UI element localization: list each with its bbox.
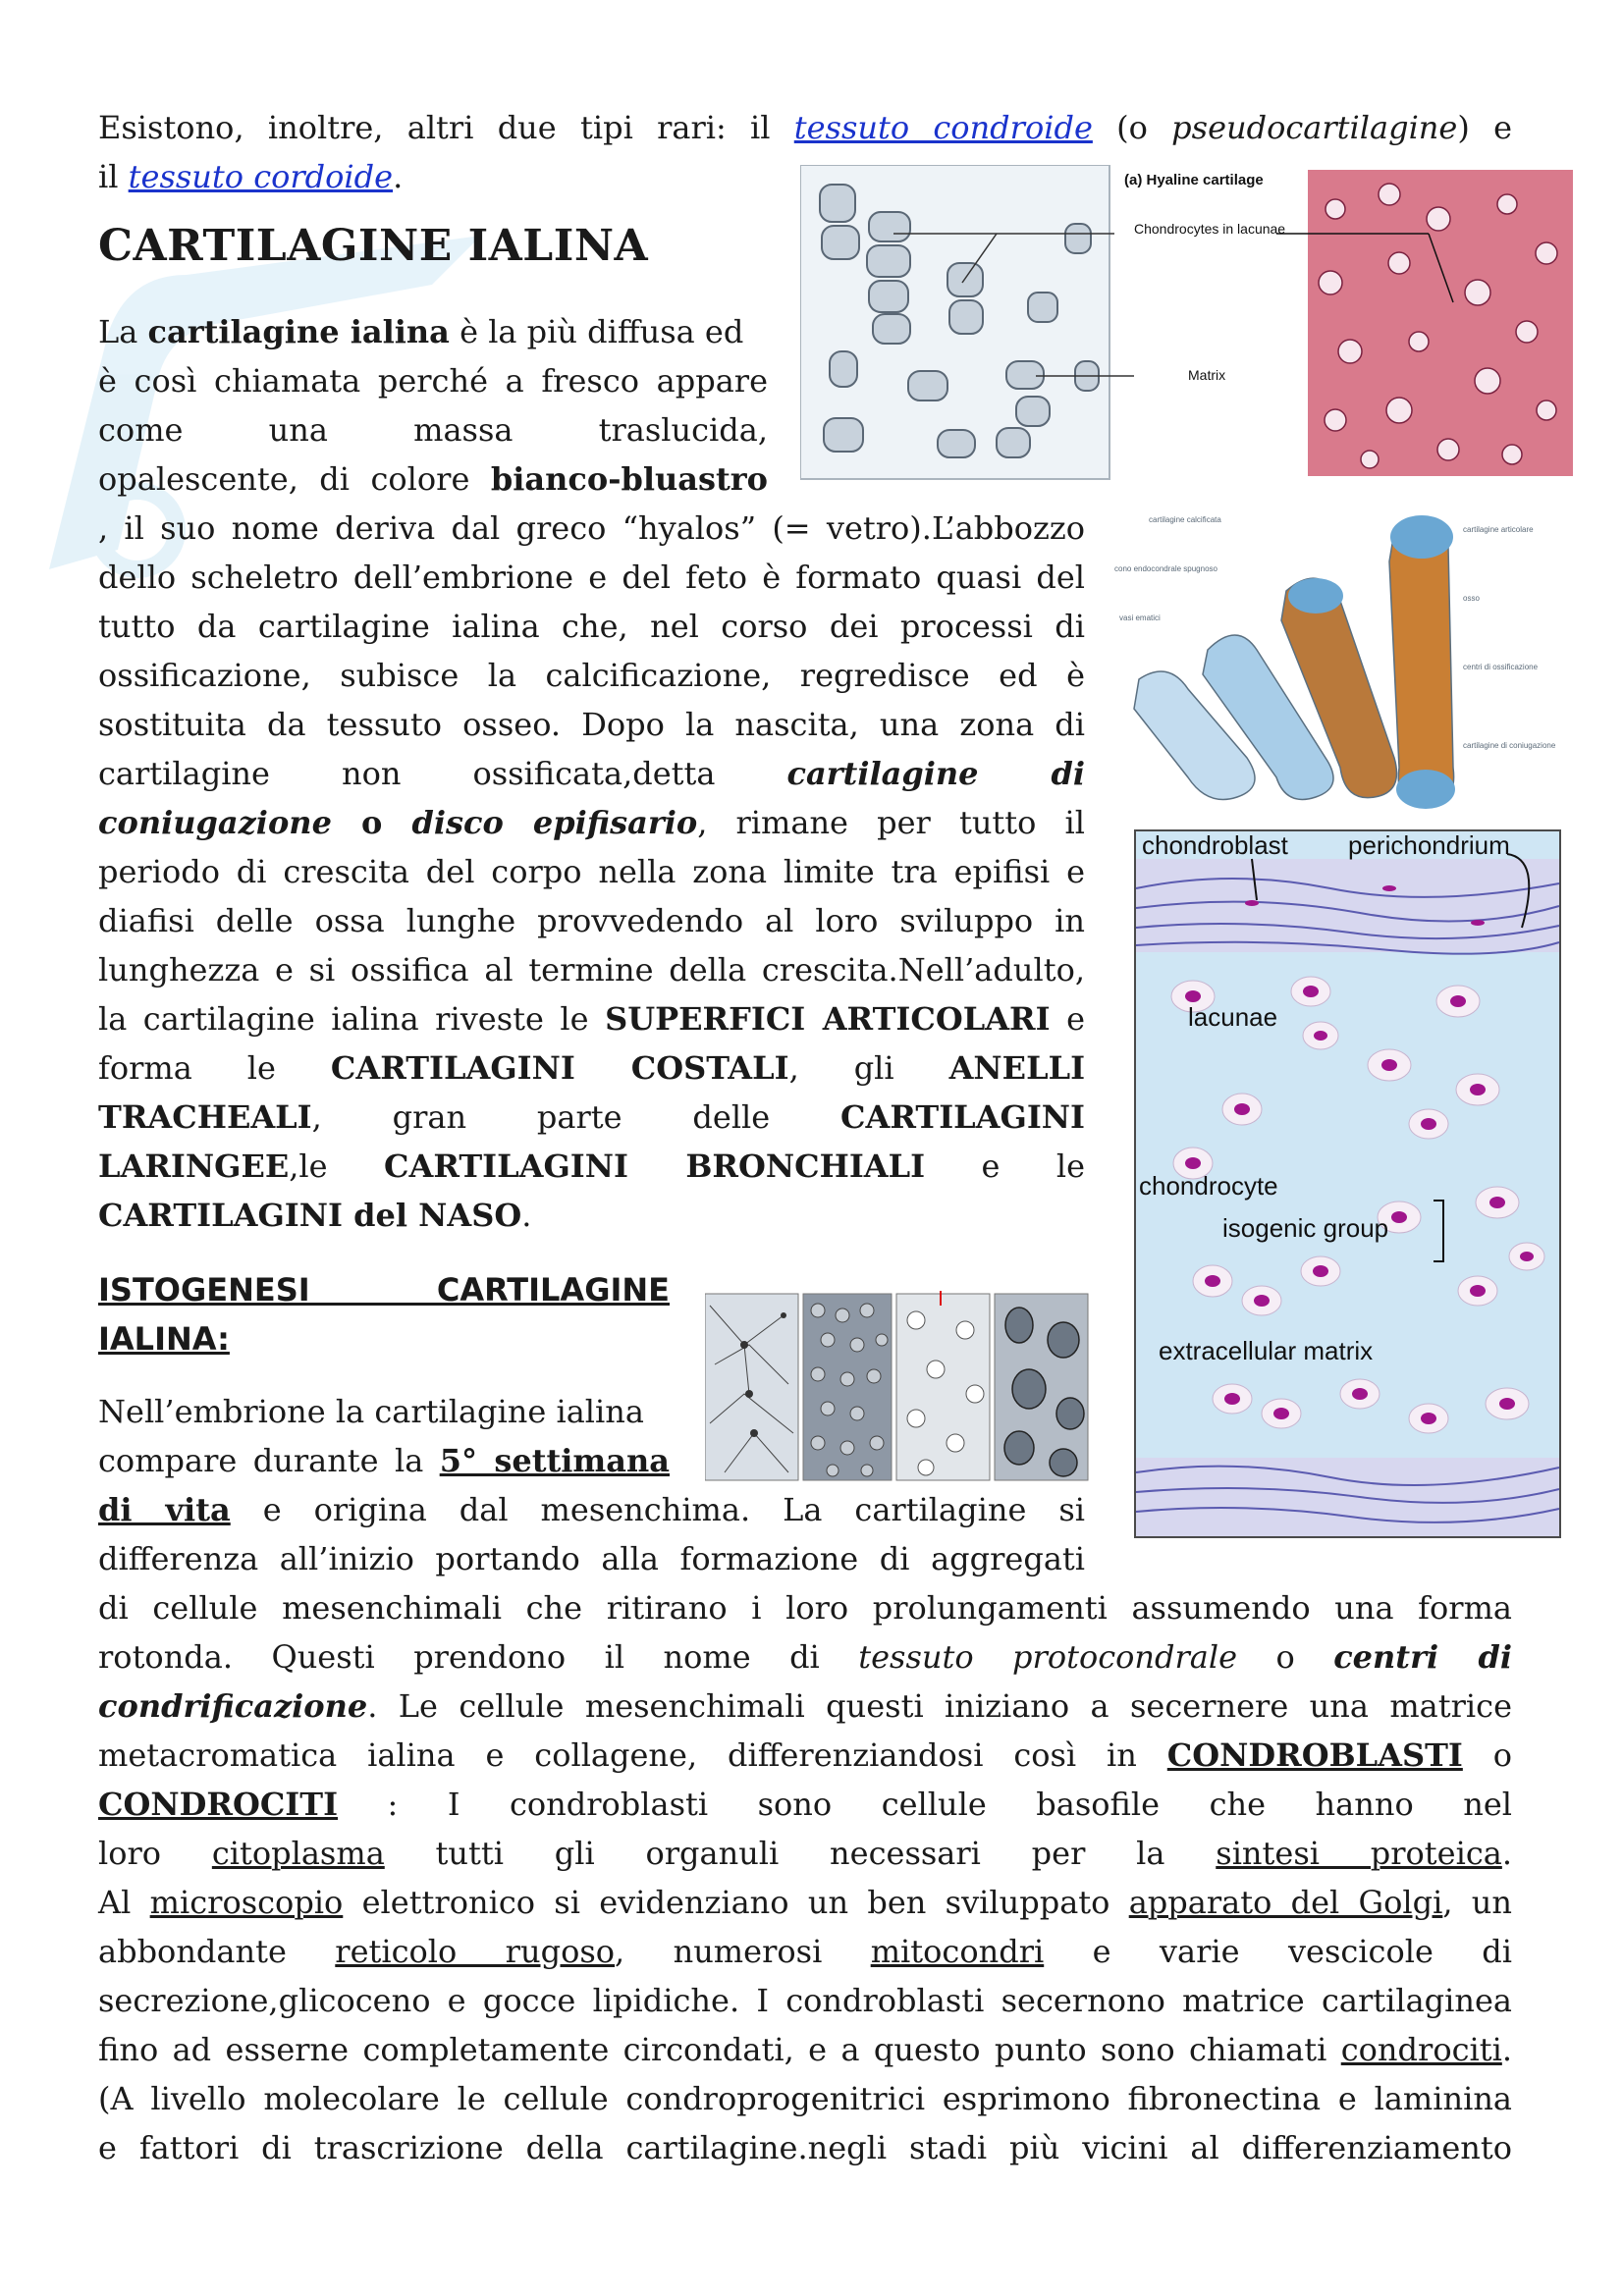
- hyaline-title: (a) Hyaline cartilage: [1124, 172, 1264, 188]
- label-chondrocyte: chondrocyte: [1139, 1171, 1278, 1201]
- hyaline-cartilage-figure: [800, 165, 1576, 481]
- histogenesis-figure: [705, 1286, 1090, 1484]
- svg-text:osso: osso: [1463, 594, 1480, 603]
- section-subheading: ISTOGENESI CARTILAGINE IALINA:: [98, 1271, 670, 1358]
- svg-text:cono endocondrale spugnoso: cono endocondrale spugnoso: [1114, 564, 1217, 573]
- paragraph-2-medium: di vita e origina dal mesenchima. La cartilagine si differenza all’inizio portando alla formazione di aggregati: [98, 1491, 1086, 1577]
- intro-line-1: Esistono, inoltre, altri due tipi rari: il tessuto condroide (o pseudocartilagine) e: [98, 109, 1513, 146]
- paragraph-1-wide: , il suo nome deriva dal greco “hyalos” (= vetro).L’abbozzo dello scheletro dell’embrione e del feto è formato quasi del tutto da cartilagine ialina che, nel corso dei processi di ossificazione, subisce la calcificazione, regredisce ed è sostituita da tessuto osseo. Dopo la nascita, una zona di cartilagine non ossificata,detta cartilagine di coniugazione o disco epifisario, rimane per tutto il periodo di crescita del corpo nella zona limite tra epifisi e diafisi delle ossa lunghe provvedendo al loro sviluppo in lunghezza e si ossifica al termine della crescita.Nell’adulto, la cartilagine ialina riveste le SUPERFICI ARTICOLARI e forma le CARTILAGINI COSTALI, gli ANELLI TRACHEALI, gran parte delle CARTILAGINI LARINGEE,le CARTILAGINI BRONCHIALI e le CARTILAGINI del NASO.: [98, 509, 1086, 1234]
- svg-text:vasi ematici: vasi ematici: [1119, 614, 1161, 622]
- label-extracellular-matrix: extracellular matrix: [1159, 1336, 1374, 1365]
- paragraph-1-narrow: La cartilagine ialina è la più diffusa ed è così chiamata perché a fresco appare come una massa traslucida, opalescente, di colore bianco-bluastro: [98, 313, 768, 498]
- label-lacunae: lacunae: [1188, 1002, 1278, 1032]
- ossification-figure: [1109, 503, 1581, 822]
- svg-text:cartilagine calcificata: cartilagine calcificata: [1149, 515, 1221, 524]
- paragraph-2-wide: di cellule mesenchimali che ritirano i loro prolungamenti assumendo una forma rotonda. Questi prendono il nome di tessuto protocondrale o centri di condrificazione. Le cellule mesenchimali questi iniziano a secernere una matrice metacromatica ialina e collagene, differenziandosi così in CONDROBLASTI o CONDROCITI : I condroblasti sono cellule basofile che hanno nel loro citoplasma tutti gli organuli necessari per la sintesi proteica. Al microscopio elettronico si evidenziano un ben sviluppato apparato del Golgi, un abbondante reticolo rugoso, numerosi mitocondri e varie vescicole di secrezione,glicoceno e gocce lipidiche. I condroblasti secernono matrice cartilaginea fino ad esserne completamente circondati, e a questo punto sono chiamati condrociti. (A livello molecolare le cellule condroprogenitrici esprimono fibronectina e laminina e fattori di trascrizione della cartilagine.negli stadi più vicini al differenziamento: [98, 1589, 1513, 2166]
- label-chondrocytes: Chondrocytes in lacunae: [1134, 221, 1286, 237]
- label-perichondrium: perichondrium: [1348, 830, 1510, 860]
- page-heading: CARTILAGINE IALINA: [98, 221, 649, 271]
- intro-line-2: il tessuto cordoide.: [98, 158, 404, 195]
- label-chondroblast: chondroblast: [1142, 830, 1288, 860]
- paragraph-2-narrow: Nell’embrione la cartilagine ialina compare durante la 5° settimana: [98, 1393, 670, 1479]
- link-tessuto-cordoide[interactable]: tessuto cordoide: [128, 158, 394, 195]
- svg-text:cartilagine articolare: cartilagine articolare: [1463, 525, 1534, 534]
- svg-text:centri di ossificazione: centri di ossificazione: [1463, 663, 1539, 671]
- svg-text:cartilagine di coniugazione: cartilagine di coniugazione: [1463, 741, 1556, 750]
- label-isogenic-group: isogenic group: [1222, 1213, 1389, 1243]
- label-matrix: Matrix: [1188, 367, 1226, 383]
- link-tessuto-condroide[interactable]: tessuto condroide: [793, 109, 1093, 146]
- cartilage-schematic: [1134, 829, 1561, 1538]
